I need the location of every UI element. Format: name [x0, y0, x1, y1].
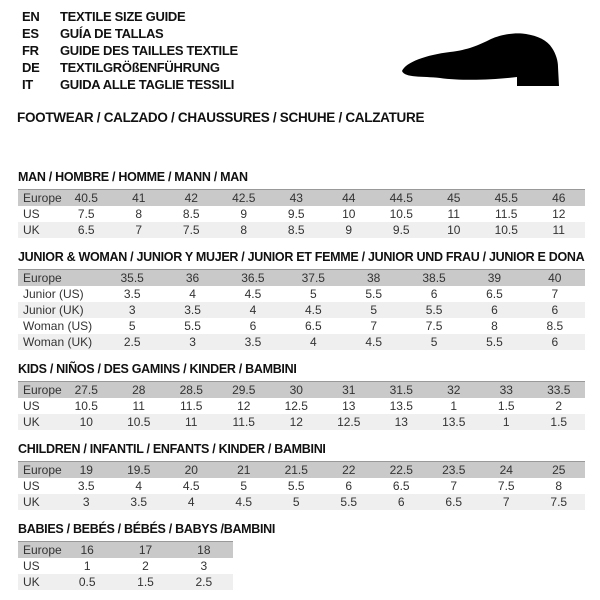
- category-heading: FOOTWEAR / CALZADO / CHAUSSURES / SCHUHE / CALZATURE: [17, 110, 425, 125]
- row-label: US: [18, 558, 58, 574]
- size-value: 4: [223, 302, 283, 318]
- size-value: 4: [162, 286, 222, 302]
- size-value: 6.5: [60, 222, 113, 238]
- size-value: 6: [323, 478, 376, 494]
- size-value: 4: [283, 334, 343, 350]
- size-value: 4: [165, 494, 218, 510]
- size-row: [18, 558, 233, 574]
- size-value: 24: [480, 462, 533, 479]
- language-title-block: [22, 8, 238, 93]
- size-value: 11: [533, 222, 586, 238]
- shoe-icon: [396, 32, 572, 96]
- size-row: [18, 334, 585, 350]
- row-label: Europe: [18, 270, 102, 287]
- size-value: 3: [60, 494, 113, 510]
- size-value: 8: [218, 222, 271, 238]
- size-row-region-header: [18, 462, 585, 479]
- size-value: 13: [375, 414, 428, 430]
- size-value: 31.5: [375, 382, 428, 399]
- language-title: GUIDA ALLE TAGLIE TESSILI: [60, 77, 235, 92]
- size-value: 17: [116, 542, 174, 559]
- size-value: 7.5: [533, 494, 586, 510]
- size-value: 8.5: [270, 222, 323, 238]
- size-value: 18: [175, 542, 233, 559]
- size-row: [18, 478, 585, 494]
- size-value: 22: [323, 462, 376, 479]
- size-value: 10: [60, 414, 113, 430]
- row-label: US: [18, 206, 60, 222]
- size-value: 11: [428, 206, 481, 222]
- language-code: IT: [22, 77, 33, 92]
- size-value: 3.5: [60, 478, 113, 494]
- size-value: 2.5: [175, 574, 233, 590]
- row-label: Junior (UK): [18, 302, 102, 318]
- size-value: 11: [165, 414, 218, 430]
- language-title: GUIDE DES TAILLES TEXTILE: [60, 43, 238, 58]
- language-title: TEXTILGRÖßENFÜHRUNG: [60, 60, 220, 75]
- size-value: 1: [58, 558, 116, 574]
- size-row: [18, 206, 585, 222]
- size-row-region-header: [18, 270, 585, 287]
- size-value: 1.5: [533, 414, 586, 430]
- size-value: 5.5: [162, 318, 222, 334]
- size-row-region-header: [18, 382, 585, 399]
- size-value: 44.5: [375, 190, 428, 207]
- section-title: JUNIOR & WOMAN / JUNIOR Y MUJER / JUNIOR ET FEMME / JUNIOR UND FRAU / JUNIOR E DONA: [18, 250, 585, 264]
- size-value: 5.5: [344, 286, 404, 302]
- size-value: 7: [344, 318, 404, 334]
- size-value: 8: [113, 206, 166, 222]
- size-value: 43: [270, 190, 323, 207]
- size-value: 9: [323, 222, 376, 238]
- size-value: 7: [428, 478, 481, 494]
- size-value: 1: [428, 398, 481, 414]
- size-value: 29.5: [218, 382, 271, 399]
- size-value: 2: [116, 558, 174, 574]
- size-row-region-header: [18, 542, 233, 559]
- size-value: 6.5: [428, 494, 481, 510]
- size-value: 3.5: [223, 334, 283, 350]
- size-value: 40: [525, 270, 585, 287]
- size-row: [18, 574, 233, 590]
- size-value: 3.5: [113, 494, 166, 510]
- size-section-man: [18, 170, 585, 238]
- size-value: 10: [428, 222, 481, 238]
- language-code: DE: [22, 60, 40, 75]
- language-code: ES: [22, 26, 39, 41]
- size-value: 10.5: [480, 222, 533, 238]
- row-label: Europe: [18, 462, 60, 479]
- size-row: [18, 286, 585, 302]
- size-value: 11: [113, 398, 166, 414]
- size-value: 40.5: [60, 190, 113, 207]
- size-value: 38: [344, 270, 404, 287]
- row-label: US: [18, 478, 60, 494]
- size-value: 31: [323, 382, 376, 399]
- size-value: 13.5: [375, 398, 428, 414]
- size-value: 21.5: [270, 462, 323, 479]
- size-value: 1: [480, 414, 533, 430]
- size-value: 8.5: [525, 318, 585, 334]
- size-value: 5.5: [404, 302, 464, 318]
- size-value: 32: [428, 382, 481, 399]
- size-value: 7.5: [404, 318, 464, 334]
- size-section-babies: [18, 522, 585, 590]
- language-row-de: [22, 59, 238, 76]
- language-title: TEXTILE SIZE GUIDE: [60, 9, 186, 24]
- section-title: MAN / HOMBRE / HOMME / MANN / MAN: [18, 170, 248, 184]
- language-title: GUÍA DE TALLAS: [60, 26, 164, 41]
- size-table: [18, 461, 585, 510]
- size-table: [18, 269, 585, 350]
- size-value: 3.5: [102, 286, 162, 302]
- size-value: 5: [102, 318, 162, 334]
- row-label: UK: [18, 574, 58, 590]
- size-value: 7: [525, 286, 585, 302]
- row-label: Europe: [18, 382, 60, 399]
- size-value: 42.5: [218, 190, 271, 207]
- size-value: 13.5: [428, 414, 481, 430]
- size-value: 9.5: [270, 206, 323, 222]
- row-label: UK: [18, 414, 60, 430]
- size-value: 11.5: [480, 206, 533, 222]
- size-section-junior-woman: [18, 250, 585, 350]
- size-row: [18, 222, 585, 238]
- size-value: 7: [480, 494, 533, 510]
- size-value: 5: [404, 334, 464, 350]
- language-row-fr: [22, 42, 238, 59]
- size-value: 6: [525, 334, 585, 350]
- size-value: 10.5: [375, 206, 428, 222]
- size-value: 44: [323, 190, 376, 207]
- size-value: 33.5: [533, 382, 586, 399]
- size-value: 35.5: [102, 270, 162, 287]
- size-value: 6: [525, 302, 585, 318]
- size-value: 38.5: [404, 270, 464, 287]
- row-label: Woman (UK): [18, 334, 102, 350]
- size-table: [18, 541, 233, 590]
- size-value: 4: [113, 478, 166, 494]
- size-value: 28.5: [165, 382, 218, 399]
- size-value: 39: [464, 270, 524, 287]
- size-table: [18, 381, 585, 430]
- row-label: US: [18, 398, 60, 414]
- size-value: 5: [344, 302, 404, 318]
- size-row: [18, 318, 585, 334]
- size-value: 1.5: [480, 398, 533, 414]
- section-title: KIDS / NIÑOS / DES GAMINS / KINDER / BAMBINI: [18, 362, 297, 376]
- size-value: 7.5: [480, 478, 533, 494]
- size-value: 4.5: [344, 334, 404, 350]
- size-row: [18, 398, 585, 414]
- size-value: 2: [533, 398, 586, 414]
- size-value: 21: [218, 462, 271, 479]
- size-value: 16: [58, 542, 116, 559]
- size-value: 12.5: [270, 398, 323, 414]
- size-value: 12: [533, 206, 586, 222]
- size-section-children: [18, 442, 585, 510]
- language-row-it: [22, 76, 238, 93]
- size-value: 7: [113, 222, 166, 238]
- section-title: BABIES / BEBÉS / BÉBÉS / BABYS /BAMBINI: [18, 522, 276, 536]
- size-value: 8: [464, 318, 524, 334]
- size-value: 6.5: [283, 318, 343, 334]
- size-value: 37.5: [283, 270, 343, 287]
- section-title: CHILDREN / INFANTIL / ENFANTS / KINDER / BAMBINI: [18, 442, 326, 456]
- size-value: 5: [283, 286, 343, 302]
- size-value: 8: [533, 478, 586, 494]
- size-value: 19: [60, 462, 113, 479]
- size-row: [18, 494, 585, 510]
- size-value: 4.5: [283, 302, 343, 318]
- size-value: 4.5: [165, 478, 218, 494]
- size-value: 36: [162, 270, 222, 287]
- size-value: 45.5: [480, 190, 533, 207]
- size-tables: [18, 162, 585, 590]
- size-value: 6: [464, 302, 524, 318]
- size-value: 10.5: [113, 414, 166, 430]
- size-value: 30: [270, 382, 323, 399]
- size-value: 7.5: [60, 206, 113, 222]
- size-value: 6: [404, 286, 464, 302]
- size-value: 5.5: [323, 494, 376, 510]
- size-value: 5: [218, 478, 271, 494]
- size-row: [18, 414, 585, 430]
- size-value: 6: [223, 318, 283, 334]
- size-value: 0.5: [58, 574, 116, 590]
- size-value: 33: [480, 382, 533, 399]
- language-row-es: [22, 25, 238, 42]
- row-label: Europe: [18, 190, 60, 207]
- size-value: 27.5: [60, 382, 113, 399]
- size-value: 41: [113, 190, 166, 207]
- row-label: Woman (US): [18, 318, 102, 334]
- size-value: 3: [102, 302, 162, 318]
- row-label: Junior (US): [18, 286, 102, 302]
- size-value: 12.5: [323, 414, 376, 430]
- size-row: [18, 302, 585, 318]
- size-value: 1.5: [116, 574, 174, 590]
- size-value: 13: [323, 398, 376, 414]
- row-label: UK: [18, 222, 60, 238]
- size-value: 7.5: [165, 222, 218, 238]
- size-value: 3.5: [162, 302, 222, 318]
- size-value: 22.5: [375, 462, 428, 479]
- size-row-region-header: [18, 190, 585, 207]
- language-code: FR: [22, 43, 39, 58]
- size-value: 5.5: [270, 478, 323, 494]
- size-value: 9.5: [375, 222, 428, 238]
- size-value: 11.5: [165, 398, 218, 414]
- size-value: 6.5: [375, 478, 428, 494]
- size-value: 36.5: [223, 270, 283, 287]
- size-value: 11.5: [218, 414, 271, 430]
- size-value: 6: [375, 494, 428, 510]
- size-value: 46: [533, 190, 586, 207]
- row-label: Europe: [18, 542, 58, 559]
- size-value: 12: [270, 414, 323, 430]
- size-table: [18, 189, 585, 238]
- size-value: 12: [218, 398, 271, 414]
- size-value: 4.5: [223, 286, 283, 302]
- size-section-kids: [18, 362, 585, 430]
- size-value: 8.5: [165, 206, 218, 222]
- size-value: 3: [162, 334, 222, 350]
- size-value: 20: [165, 462, 218, 479]
- language-row-en: [22, 8, 238, 25]
- size-value: 19.5: [113, 462, 166, 479]
- size-value: 23.5: [428, 462, 481, 479]
- size-value: 10: [323, 206, 376, 222]
- size-value: 10.5: [60, 398, 113, 414]
- size-value: 28: [113, 382, 166, 399]
- size-value: 5.5: [464, 334, 524, 350]
- size-value: 4.5: [218, 494, 271, 510]
- size-value: 45: [428, 190, 481, 207]
- size-value: 9: [218, 206, 271, 222]
- size-value: 2.5: [102, 334, 162, 350]
- row-label: UK: [18, 494, 60, 510]
- size-value: 42: [165, 190, 218, 207]
- size-value: 3: [175, 558, 233, 574]
- size-value: 6.5: [464, 286, 524, 302]
- language-code: EN: [22, 9, 40, 24]
- size-value: 25: [533, 462, 586, 479]
- size-value: 5: [270, 494, 323, 510]
